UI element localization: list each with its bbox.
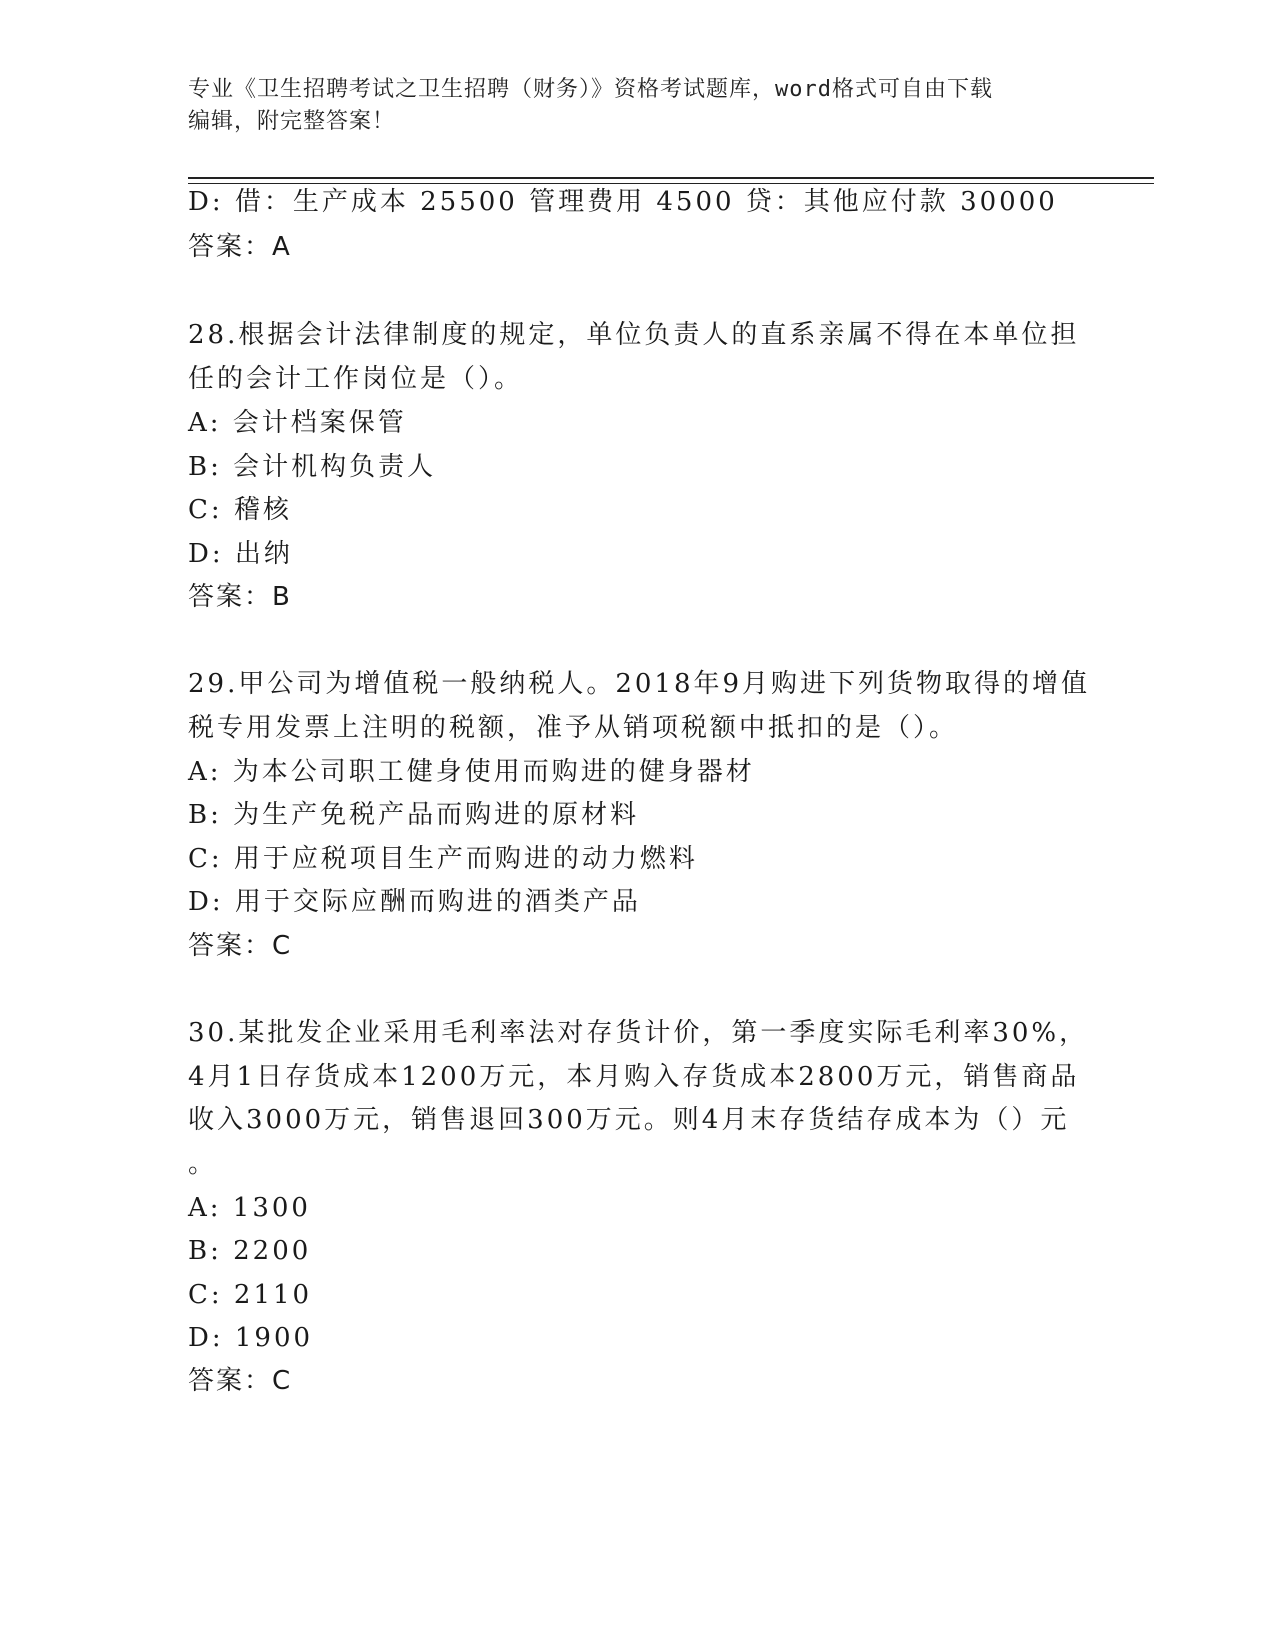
- q30-stem-line-2: 4月1日存货成本1200万元，本月购入存货成本2800万元，销售商品: [188, 1062, 1080, 1092]
- q28-stem-line-2: 任的会计工作岗位是（）。: [188, 364, 524, 394]
- q30-option-d: D: 1900: [188, 1323, 314, 1353]
- q28-option-d: D: 出纳: [188, 539, 293, 569]
- q30-option-c: C: 2110: [188, 1280, 313, 1310]
- q30-option-a: A: 1300: [188, 1193, 311, 1223]
- q30-answer: 答案：C: [188, 1366, 293, 1396]
- header-title-line-2: 编辑，附完整答案！: [188, 109, 396, 134]
- q28-option-a: A: 会计档案保管: [188, 408, 407, 438]
- q29-option-d: D: 用于交际应酬而购进的酒类产品: [188, 887, 641, 917]
- q29-option-c: C: 用于应税项目生产而购进的动力燃料: [188, 844, 698, 874]
- q29-stem-line-2: 税专用发票上注明的税额，准予从销项税额中抵扣的是（）。: [188, 713, 959, 743]
- q28-option-b: B: 会计机构负责人: [188, 452, 437, 482]
- q28-option-c: C: 稽核: [188, 495, 292, 525]
- q28-stem-line-1: 28.根据会计法律制度的规定，单位负责人的直系亲属不得在本单位担: [188, 320, 1080, 350]
- q28-answer: 答案：B: [188, 582, 292, 612]
- q30-stem-line-4: 。: [188, 1149, 218, 1179]
- q29-option-a: A: 为本公司职工健身使用而购进的健身器材: [188, 757, 755, 787]
- q30-option-b: B: 2200: [188, 1236, 312, 1266]
- document-header: [188, 74, 1068, 138]
- q29-answer: 答案：C: [188, 931, 293, 961]
- q29-option-b: B: 为生产免税产品而购进的原材料: [188, 800, 640, 830]
- header-divider-thin: [188, 183, 1154, 184]
- q30-stem-line-3: 收入3000万元，销售退回300万元。则4月末存货结存成本为（）元: [188, 1105, 1070, 1135]
- header-divider-thick: [188, 177, 1154, 179]
- q29-stem-line-1: 29.甲公司为增值税一般纳税人。2018年9月购进下列货物取得的增值: [188, 669, 1091, 699]
- q27-option-d: D: 借：生产成本 25500 管理费用 4500 贷：其他应付款 30000: [188, 187, 1058, 217]
- header-title-line-1: 专业《卫生招聘考试之卫生招聘（财务）》资格考试题库，word格式可自由下载: [188, 77, 993, 102]
- q27-answer: 答案：A: [188, 232, 292, 262]
- q30-stem-line-1: 30.某批发企业采用毛利率法对存货计价，第一季度实际毛利率30%，: [188, 1018, 1089, 1048]
